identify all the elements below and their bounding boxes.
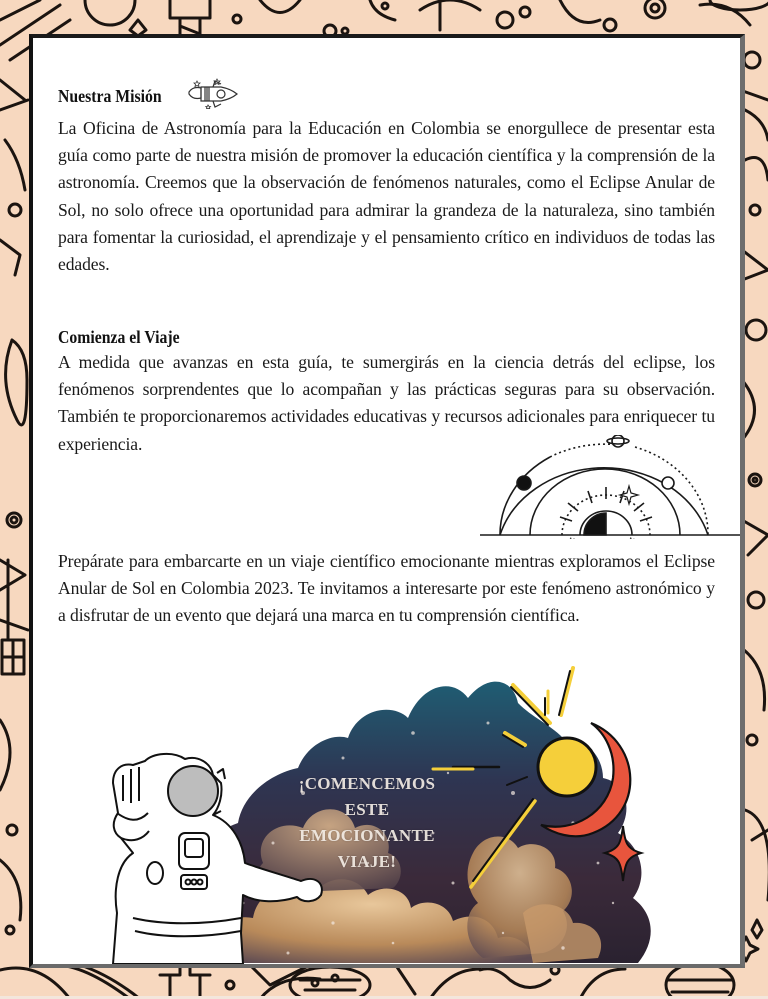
closing-paragraph: Prepárate para embarcarte en un viaje científico emocionante mientras exploramos el Eclipse Anular de Sol en Colombia 2023. Te invitamos a interesarte por este fenómeno astronómico y a disfrutar de un evento que dejará una marca en tu comprensión científica. <box>58 551 715 626</box>
content-card <box>29 34 745 968</box>
solar-system-orbit-icon <box>480 435 740 539</box>
lets-begin-banner <box>277 771 457 875</box>
journey-paragraph: A medida que avanzas en esta guía, te sumergirás en la ciencia detrás del eclipse, los fenómenos sorprendentes que lo acompañan y las prácticas seguras para su observación. También te proporcionaremos actividades educativas y recursos adicionales para enriquecer tu experiencia. <box>58 352 715 454</box>
closing-section <box>58 547 715 630</box>
cta-line-3: VIAJE! <box>337 852 397 871</box>
journey-heading-text: Comienza el Viaje <box>58 327 180 347</box>
mission-heading-text: Nuestra Misión <box>58 85 162 106</box>
cta-line-1: ¡COMENCEMOS <box>298 774 436 793</box>
rocket-icon <box>183 77 241 114</box>
journey-heading <box>58 326 715 348</box>
mission-paragraph: La Oficina de Astronomía para la Educación en Colombia se enorgullece de presentar esta guía como parte de nuestra misión de promover la educación científica y la comprensión de la astronomía. Creemos que la observación de fenómenos naturales, como el Eclipse Anular de Sol, no solo ofrece una oportunidad para admirar la grandeza de la naturaleza, sino también para fomentar la curiosidad, el aprendizaje y el pensamiento crítico en individuos de todas las edades. <box>58 118 715 275</box>
cta-line-2: ESTE EMOCIONANTE <box>299 800 435 845</box>
mission-section <box>58 77 715 278</box>
sun-icon <box>538 738 596 796</box>
mission-heading <box>58 77 715 114</box>
